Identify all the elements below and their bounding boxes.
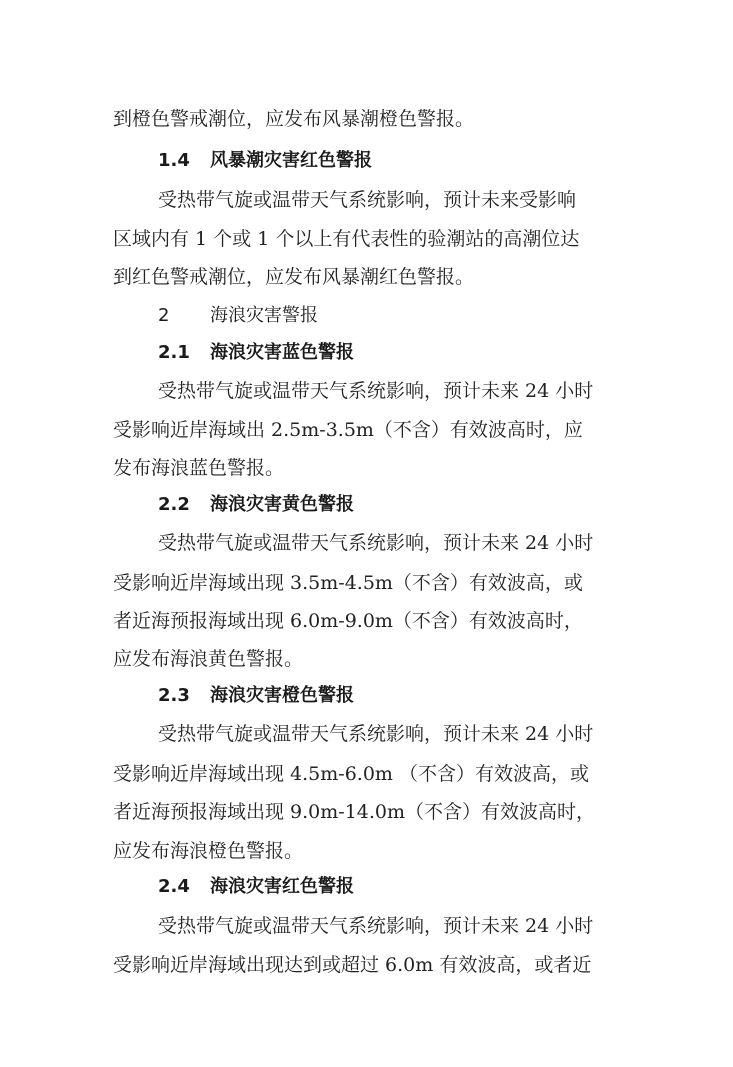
paragraph-line: 受热带气旋或温带天气系统影响，预计未来 24 小时: [158, 532, 594, 554]
heading-title: 海浪灾害红色警报: [210, 876, 354, 897]
paragraph-line: 受热带气旋或温带天气系统影响，预计未来 24 小时: [158, 915, 594, 937]
paragraph-line: 受影响近岸海域出现 4.5m-6.0m （不含）有效波高，或: [113, 763, 589, 785]
heading-number: 2.2: [158, 494, 190, 515]
paragraph-line: 受影响近岸海域出现 3.5m-4.5m（不含）有效波高，或: [113, 572, 583, 594]
paragraph-line: 者近海预报海域出现 9.0m-14.0m（不含）有效波高时，: [113, 801, 596, 823]
heading-title: 海浪灾害橙色警报: [210, 685, 354, 706]
section-title: 海浪灾害警报: [210, 305, 318, 326]
paragraph-line: 区域内有 1 个或 1 个以上有代表性的验潮站的高潮位达: [113, 228, 580, 250]
heading-title: 海浪灾害黄色警报: [210, 494, 354, 515]
paragraph-line: 者近海预报海域出现 6.0m-9.0m（不含）有效波高时，: [113, 610, 583, 632]
heading-title: 风暴潮灾害红色警报: [210, 150, 372, 171]
heading-1-4: [158, 148, 372, 174]
paragraph-line: 受热带气旋或温带天气系统影响，预计未来受影响: [158, 189, 577, 211]
heading-number: 2.3: [158, 685, 190, 706]
paragraph-line: 到红色警戒潮位，应发布风暴潮红色警报。: [113, 266, 475, 288]
paragraph-line: 受影响近岸海域出现达到或超过 6.0m 有效波高，或者近: [113, 954, 592, 976]
heading-title: 海浪灾害蓝色警报: [210, 342, 354, 363]
heading-number: 2.1: [158, 342, 190, 363]
paragraph-line: 应发布海浪黄色警报。: [113, 648, 304, 670]
paragraph-line: 受热带气旋或温带天气系统影响，预计未来 24 小时: [158, 723, 594, 745]
paragraph-line: 应发布海浪橙色警报。: [113, 840, 304, 862]
paragraph-line: 到橙色警戒潮位，应发布风暴潮橙色警报。: [113, 108, 475, 130]
paragraph-line: 发布海浪蓝色警报。: [113, 457, 285, 479]
heading-number: 1.4: [158, 150, 190, 171]
heading-2-1: [158, 340, 354, 366]
section-2-heading: [158, 303, 318, 329]
paragraph-line: 受热带气旋或温带天气系统影响，预计未来 24 小时: [158, 380, 594, 402]
section-number: 2: [158, 305, 170, 326]
heading-2-3: [158, 683, 354, 709]
paragraph-line: 受影响近岸海域出 2.5m-3.5m（不含）有效波高时，应: [113, 419, 583, 441]
heading-number: 2.4: [158, 876, 190, 897]
heading-2-2: [158, 492, 354, 518]
heading-2-4: [158, 874, 354, 900]
